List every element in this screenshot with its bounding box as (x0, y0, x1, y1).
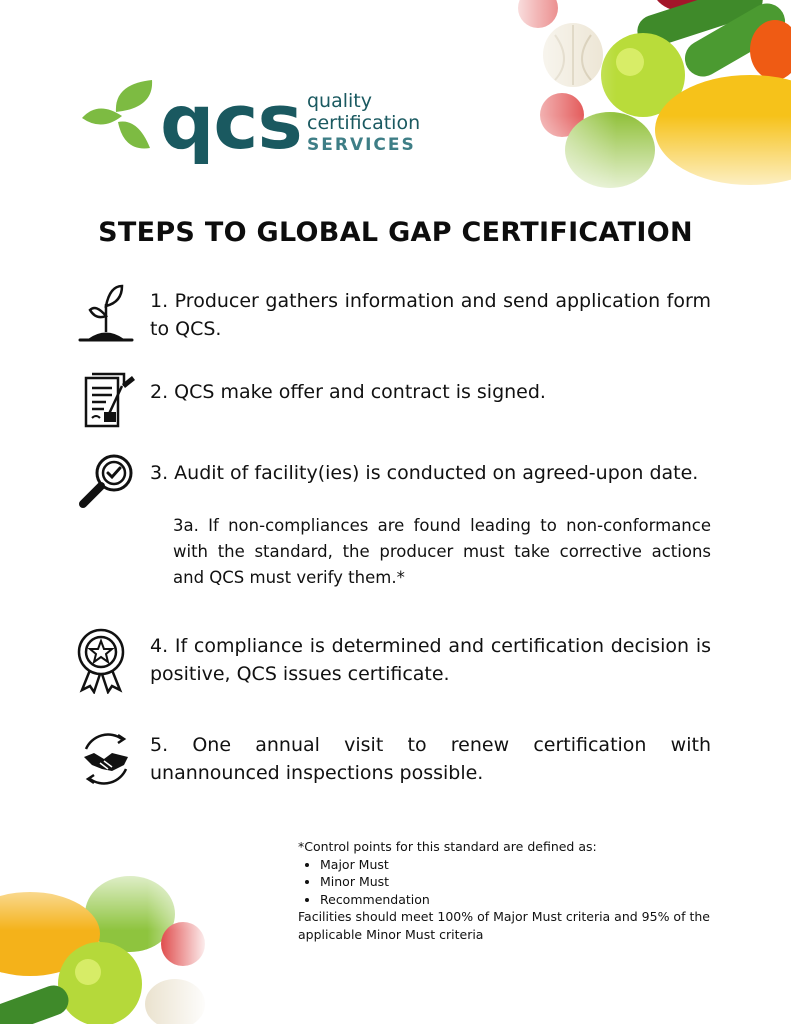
control-points-list (298, 856, 718, 909)
contract-icon (82, 372, 136, 430)
step-3-text: 3. Audit of facility(ies) is conducted on agreed-upon date. (150, 462, 699, 484)
seedling-icon (78, 282, 134, 344)
footnote-intro: *Control points for this standard are defined as: (298, 839, 597, 854)
tagline-certification: certification (307, 112, 421, 134)
handshake-icon (78, 731, 134, 787)
vegetables-bottom-image (0, 854, 210, 1024)
vegetables-top-image (500, 0, 791, 210)
control-points-footnote (298, 838, 718, 943)
step-2-text: 2. QCS make offer and contract is signed. (150, 381, 546, 403)
leaves-icon (80, 78, 160, 168)
step-3a-text: 3a. If non-compliances are found leading to non-conformance with the standard, the producer must take corrective actions and QCS must verify them.* (173, 516, 711, 587)
page-title: STEPS TO GLOBAL GAP CERTIFICATION (98, 217, 693, 248)
logo-wordmark: qcs (160, 77, 302, 166)
tagline-quality: quality (307, 90, 372, 112)
list-item: • Major Must (320, 856, 718, 874)
logo-tagline (307, 90, 420, 156)
step-1-text: 1. Producer gathers information and send application form to QCS. (150, 290, 711, 340)
award-badge-icon (76, 626, 126, 694)
magnifier-check-icon (77, 452, 137, 512)
tagline-services: SERVICES (307, 135, 416, 155)
qcs-logo (80, 78, 440, 168)
footnote-closing: Facilities should meet 100% of Major Must criteria and 95% of the applicable Minor Must criteria (298, 909, 710, 942)
list-item: • Recommendation (320, 891, 718, 909)
step-4-text: 4. If compliance is determined and certification decision is positive, QCS issues certificate. (150, 635, 711, 685)
list-item: • Minor Must (320, 873, 718, 891)
step-5-text: 5. One annual visit to renew certification with unannounced inspections possible. (150, 734, 711, 784)
